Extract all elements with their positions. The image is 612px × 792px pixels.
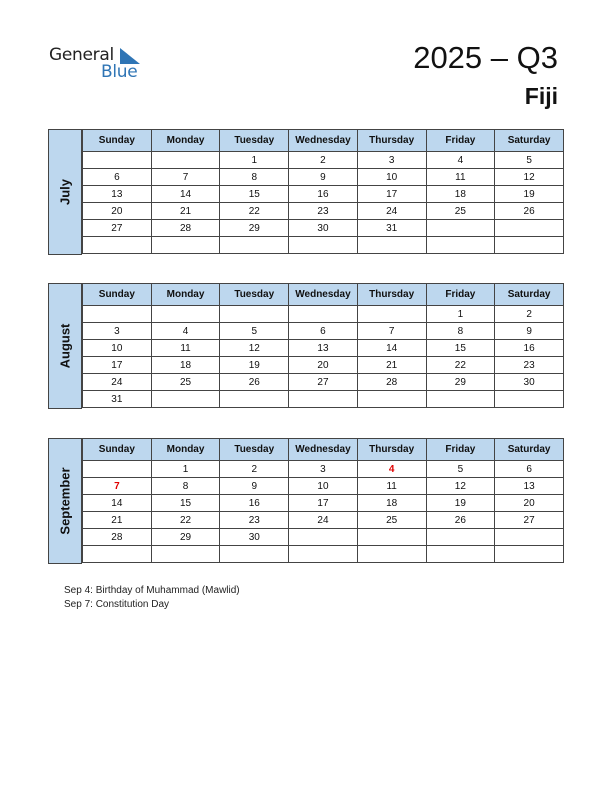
day-cell — [495, 237, 564, 254]
day-cell: 19 — [220, 357, 289, 374]
day-cell: 22 — [426, 357, 495, 374]
day-cell — [220, 237, 289, 254]
day-cell: 22 — [151, 512, 220, 529]
weekday-header: Thursday — [357, 284, 426, 306]
day-cell: 14 — [357, 340, 426, 357]
week-row — [83, 323, 564, 340]
day-cell — [151, 306, 220, 323]
day-cell: 20 — [289, 357, 358, 374]
day-cell: 18 — [357, 495, 426, 512]
day-cell: 5 — [426, 461, 495, 478]
day-cell: 15 — [220, 186, 289, 203]
calendar-table — [82, 438, 564, 563]
day-cell: 1 — [151, 461, 220, 478]
general-blue-logo — [49, 45, 159, 85]
day-cell — [220, 546, 289, 563]
day-cell — [426, 237, 495, 254]
month-september — [48, 438, 564, 564]
weekday-header: Tuesday — [220, 439, 289, 461]
weekday-header-row — [83, 284, 564, 306]
week-row — [83, 529, 564, 546]
day-cell: 12 — [220, 340, 289, 357]
day-cell: 26 — [220, 374, 289, 391]
day-cell: 8 — [220, 169, 289, 186]
day-cell: 17 — [289, 495, 358, 512]
week-row — [83, 478, 564, 495]
day-cell: 13 — [495, 478, 564, 495]
day-cell — [289, 237, 358, 254]
day-cell: 26 — [426, 512, 495, 529]
day-cell: 23 — [495, 357, 564, 374]
day-cell — [495, 546, 564, 563]
day-cell: 14 — [151, 186, 220, 203]
day-cell: 26 — [495, 203, 564, 220]
day-cell: 25 — [426, 203, 495, 220]
day-cell: 16 — [289, 186, 358, 203]
day-cell: 6 — [495, 461, 564, 478]
day-cell: 5 — [495, 152, 564, 169]
weekday-header: Tuesday — [220, 284, 289, 306]
day-cell — [495, 391, 564, 408]
week-row — [83, 186, 564, 203]
day-cell: 7 — [357, 323, 426, 340]
weekday-header: Friday — [426, 130, 495, 152]
day-cell: 9 — [289, 169, 358, 186]
weekday-header: Sunday — [83, 439, 152, 461]
week-row — [83, 461, 564, 478]
weekday-header: Wednesday — [289, 130, 358, 152]
day-cell: 24 — [289, 512, 358, 529]
day-cell: 25 — [151, 374, 220, 391]
day-cell: 8 — [426, 323, 495, 340]
holiday-note: Sep 7: Constitution Day — [64, 599, 170, 610]
day-cell: 28 — [83, 529, 152, 546]
day-cell: 7 — [83, 478, 152, 495]
day-cell: 23 — [220, 512, 289, 529]
day-cell: 27 — [83, 220, 152, 237]
day-cell: 23 — [289, 203, 358, 220]
weekday-header: Wednesday — [289, 284, 358, 306]
country-name: Fiji — [524, 83, 558, 109]
week-row — [83, 391, 564, 408]
day-cell: 5 — [220, 323, 289, 340]
day-cell — [357, 391, 426, 408]
month-label: August — [48, 283, 82, 409]
day-cell: 11 — [151, 340, 220, 357]
day-cell: 15 — [426, 340, 495, 357]
day-cell: 6 — [289, 323, 358, 340]
day-cell: 29 — [151, 529, 220, 546]
day-cell: 20 — [83, 203, 152, 220]
day-cell: 19 — [495, 186, 564, 203]
day-cell — [357, 546, 426, 563]
week-row — [83, 306, 564, 323]
day-cell: 12 — [426, 478, 495, 495]
day-cell: 6 — [83, 169, 152, 186]
day-cell: 1 — [426, 306, 495, 323]
weekday-header: Friday — [426, 284, 495, 306]
day-cell — [83, 461, 152, 478]
day-cell: 21 — [357, 357, 426, 374]
day-cell: 27 — [495, 512, 564, 529]
day-cell: 25 — [357, 512, 426, 529]
week-row — [83, 237, 564, 254]
day-cell — [289, 546, 358, 563]
day-cell: 10 — [357, 169, 426, 186]
day-cell: 4 — [151, 323, 220, 340]
day-cell: 13 — [289, 340, 358, 357]
calendar-table — [82, 283, 564, 408]
day-cell — [426, 546, 495, 563]
day-cell — [495, 529, 564, 546]
day-cell — [83, 546, 152, 563]
day-cell — [151, 546, 220, 563]
weekday-header: Monday — [151, 130, 220, 152]
holiday-note: Sep 4: Birthday of Muhammad (Mawlid) — [64, 585, 240, 596]
day-cell: 11 — [426, 169, 495, 186]
day-cell: 13 — [83, 186, 152, 203]
day-cell: 22 — [220, 203, 289, 220]
day-cell: 4 — [426, 152, 495, 169]
day-cell: 10 — [289, 478, 358, 495]
weekday-header: Saturday — [495, 284, 564, 306]
day-cell — [151, 237, 220, 254]
weekday-header: Thursday — [357, 439, 426, 461]
week-row — [83, 495, 564, 512]
day-cell: 9 — [220, 478, 289, 495]
weekday-header-row — [83, 439, 564, 461]
weekday-header: Sunday — [83, 284, 152, 306]
week-row — [83, 169, 564, 186]
day-cell: 12 — [495, 169, 564, 186]
logo-word-blue: Blue — [101, 62, 138, 82]
day-cell — [426, 529, 495, 546]
week-row — [83, 152, 564, 169]
day-cell: 20 — [495, 495, 564, 512]
calendar-table — [82, 129, 564, 254]
day-cell: 3 — [83, 323, 152, 340]
month-august — [48, 283, 564, 409]
weekday-header: Monday — [151, 439, 220, 461]
day-cell: 8 — [151, 478, 220, 495]
weekday-header: Saturday — [495, 439, 564, 461]
day-cell: 19 — [426, 495, 495, 512]
day-cell: 4 — [357, 461, 426, 478]
day-cell: 14 — [83, 495, 152, 512]
day-cell: 28 — [357, 374, 426, 391]
weekday-header: Tuesday — [220, 130, 289, 152]
day-cell: 31 — [83, 391, 152, 408]
day-cell: 21 — [151, 203, 220, 220]
day-cell: 24 — [83, 374, 152, 391]
logo-word-general: General — [49, 45, 114, 65]
day-cell: 9 — [495, 323, 564, 340]
page-title: 2025 – Q3 — [413, 40, 558, 75]
day-cell: 2 — [495, 306, 564, 323]
week-row — [83, 512, 564, 529]
day-cell: 31 — [357, 220, 426, 237]
day-cell — [83, 152, 152, 169]
day-cell: 24 — [357, 203, 426, 220]
day-cell: 2 — [220, 461, 289, 478]
day-cell: 17 — [357, 186, 426, 203]
day-cell — [289, 306, 358, 323]
week-row — [83, 340, 564, 357]
day-cell — [289, 529, 358, 546]
week-row — [83, 220, 564, 237]
month-label: September — [48, 438, 82, 564]
weekday-header: Thursday — [357, 130, 426, 152]
day-cell: 7 — [151, 169, 220, 186]
day-cell — [426, 220, 495, 237]
day-cell — [220, 306, 289, 323]
weekday-header: Monday — [151, 284, 220, 306]
day-cell: 18 — [426, 186, 495, 203]
day-cell — [220, 391, 289, 408]
holiday-notes — [64, 584, 240, 612]
day-cell: 29 — [220, 220, 289, 237]
day-cell: 2 — [289, 152, 358, 169]
day-cell: 10 — [83, 340, 152, 357]
day-cell: 3 — [289, 461, 358, 478]
day-cell — [83, 306, 152, 323]
day-cell: 1 — [220, 152, 289, 169]
day-cell — [357, 529, 426, 546]
weekday-header: Saturday — [495, 130, 564, 152]
day-cell: 30 — [220, 529, 289, 546]
day-cell: 11 — [357, 478, 426, 495]
day-cell — [357, 237, 426, 254]
week-row — [83, 357, 564, 374]
day-cell: 16 — [495, 340, 564, 357]
month-label: July — [48, 129, 82, 255]
month-july — [48, 129, 564, 255]
weekday-header-row — [83, 130, 564, 152]
week-row — [83, 374, 564, 391]
weekday-header: Sunday — [83, 130, 152, 152]
day-cell: 16 — [220, 495, 289, 512]
day-cell: 29 — [426, 374, 495, 391]
day-cell — [151, 152, 220, 169]
day-cell: 15 — [151, 495, 220, 512]
day-cell — [357, 306, 426, 323]
day-cell — [83, 237, 152, 254]
day-cell: 18 — [151, 357, 220, 374]
day-cell: 30 — [289, 220, 358, 237]
day-cell: 17 — [83, 357, 152, 374]
day-cell — [289, 391, 358, 408]
day-cell — [151, 391, 220, 408]
day-cell: 28 — [151, 220, 220, 237]
week-row — [83, 203, 564, 220]
day-cell: 27 — [289, 374, 358, 391]
weekday-header: Friday — [426, 439, 495, 461]
day-cell: 3 — [357, 152, 426, 169]
day-cell — [495, 220, 564, 237]
weekday-header: Wednesday — [289, 439, 358, 461]
day-cell: 21 — [83, 512, 152, 529]
day-cell — [426, 391, 495, 408]
week-row — [83, 546, 564, 563]
day-cell: 30 — [495, 374, 564, 391]
